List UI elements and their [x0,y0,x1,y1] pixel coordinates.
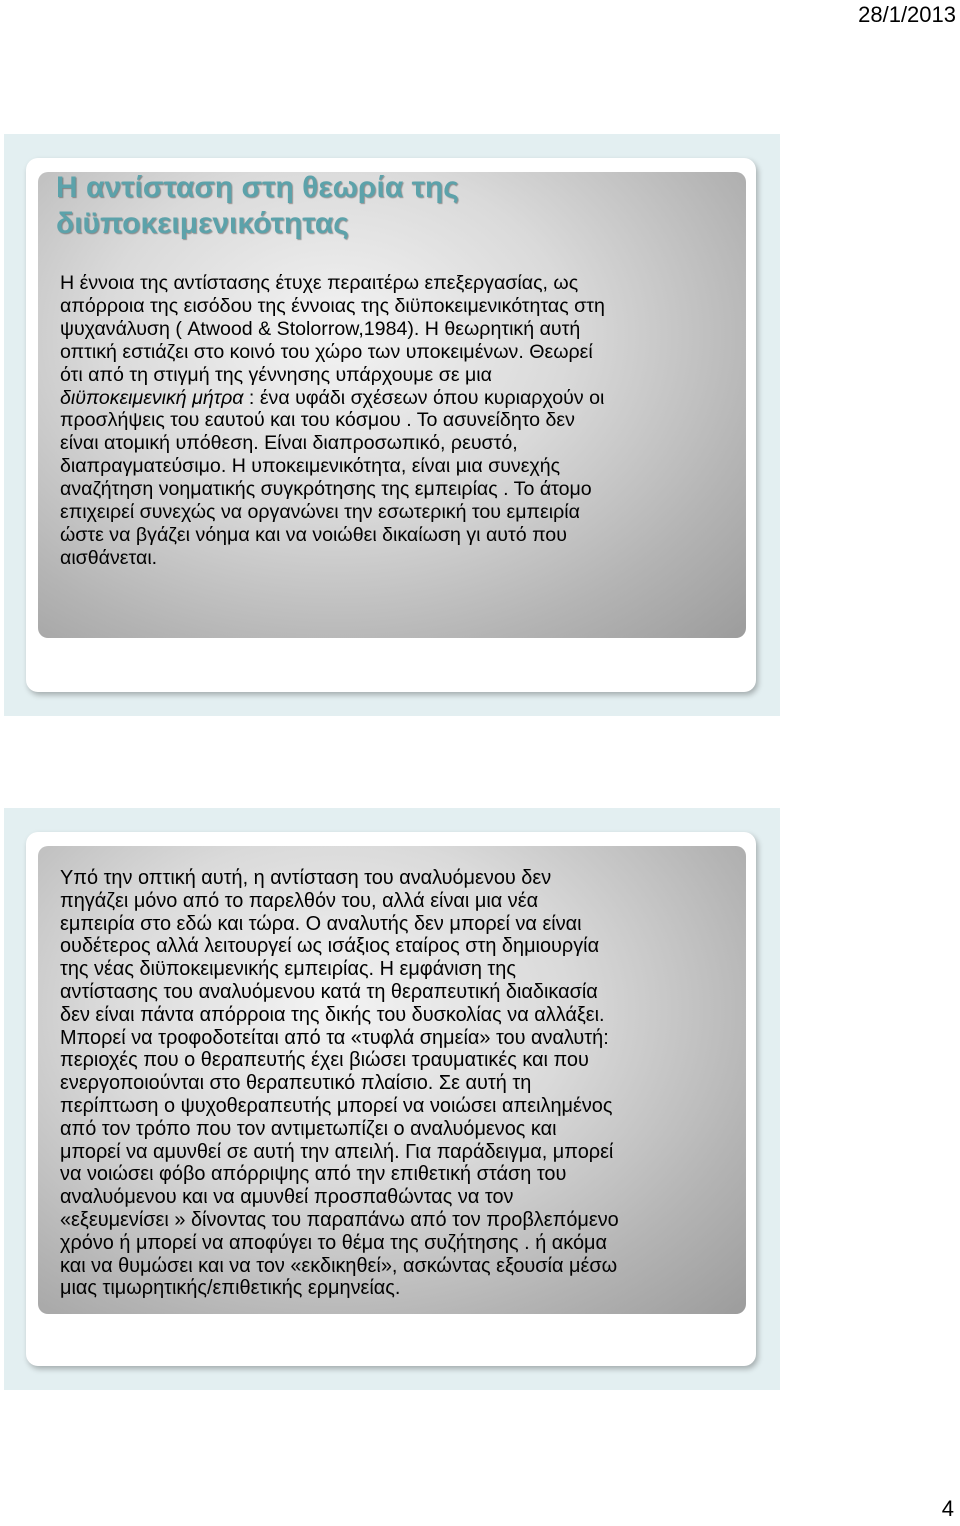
slide-2-line: ενεργοποιούνται στο θεραπευτικό πλαίσιο. Σε αυτή τη [60,1072,532,1095]
slide-2-line: «εξευμενίσει » δίνοντας του παραπάνω από τον προβλεπόμενο [60,1208,619,1231]
slide-2-line: από τον τρόπο που τον αντιμετωπίζει ο αναλυόμενος και [60,1117,557,1140]
slide-2-line: αναλυόμενου και να αμυνθεί προσπαθώντας να τον [60,1186,514,1209]
slide-1-line: οπτική εστιάζει στο κοινό του χώρο των υποκειμένων. Θεωρεί [60,340,593,363]
print-date: 28/1/2013 [858,2,956,27]
slide-1-body [60,272,744,570]
slide-1-line: είναι ατομική υπόθεση. Είναι διαπροσωπικό, ρευστό, [60,432,518,455]
page-number: 4 [941,1496,954,1521]
slide-2-line: περιοχές που ο θεραπευτής έχει βιώσει τραυματικές και που [60,1049,589,1072]
slide-1-line: επιχειρεί συνεχώς να οργανώνει την εσωτερική του εμπειρία [60,501,580,524]
slide-1-line: Η έννοια της αντίστασης έτυχε περαιτέρω επεξεργασίας, ως [60,272,579,294]
slide-2-line: και να θυμώσει και να τον «εκδικηθεί», ασκώντας εξουσία μέσω [60,1254,618,1277]
slide-1-line [60,387,744,410]
slide-2-body [60,867,744,1300]
slide-1-line: ψυχανάλυση ( Atwood & Stolorrow,1984). Η θεωρητική αυτή [60,317,581,340]
slide-2-line: μιας τιμωρητικής/επιθετικής ερμηνείας. [60,1277,401,1300]
slide-2-line: χρόνο ή μπορεί να αποφύγει το θέμα της συζήτησης . ή ακόμα [60,1231,608,1254]
slide-2-line: Μπορεί να τροφοδοτείται από τα «τυφλά σημεία» του αναλυτή: [60,1026,609,1049]
slide-1-title: Η αντίσταση στη θεωρία της διϋποκειμενικότητας [56,171,459,240]
slide-1-line-rest: : ένα υφάδι σχέσεων όπου κυριαρχούν οι [243,386,605,409]
slide-2-line: πηγάζει μόνο από το παρελθόν του, αλλά είναι μια νέα [60,889,539,912]
slide-1-line: αναζήτηση νοηματικής συγκρότησης της εμπειρίας . Το άτομο [60,478,592,501]
slide-2-line: της νέας διϋποκειμενικής εμπειρίας. Η εμφάνιση της [60,958,516,981]
slide-1-line: ότι από τη στιγμή της γέννησης υπάρχουμε σε μια [60,363,492,386]
slide-2-line: αντίστασης του αναλυόμενου κατά τη θεραπευτική διαδικασία [60,980,598,1003]
slide-2-line: ουδέτερος αλλά λειτουργεί ως ισάξιος εταίρος στη δημιουργία [60,935,600,958]
slide-2-line: μπορεί να αμυνθεί σε αυτή την απειλή. Για παράδειγμα, μπορεί [60,1140,614,1163]
slide-2-line: Υπό την οπτική αυτή, η αντίσταση του αναλυόμενου δεν [60,867,552,889]
slide-1-italic-term: διϋποκειμενική μήτρα [60,386,244,409]
slide-2-line: να νοιώσει φόβο απόρριψης από την επιθετική στάση του [60,1163,567,1186]
slide-1-line: απόρροια της εισόδου της έννοιας της διϋποκειμενικότητας στη [60,294,605,317]
slide-1-line: προσλήψεις του εαυτού και του κόσμου . Το ασυνείδητο δεν [60,409,575,432]
slide-2-line: δεν είναι πάντα απόρροια της δικής του δυσκολίας να αλλάξει. [60,1003,605,1026]
slide-2-line: περίπτωση ο ψυχοθεραπευτής μπορεί να νοιώσει απειλημένος [60,1094,613,1117]
slide-1-line: αισθάνεται. [60,546,158,569]
slide-1-line: διαπραγματεύσιμο. Η υποκειμενικότητα, είναι μια συνεχής [60,455,561,478]
slide-1-line: ώστε να βγάζει νόημα και να νοιώθει δικαίωση γι αυτό που [60,523,567,546]
slide-2-line: εμπειρία στο εδώ και τώρα. Ο αναλυτής δεν μπορεί να είναι [60,912,582,935]
